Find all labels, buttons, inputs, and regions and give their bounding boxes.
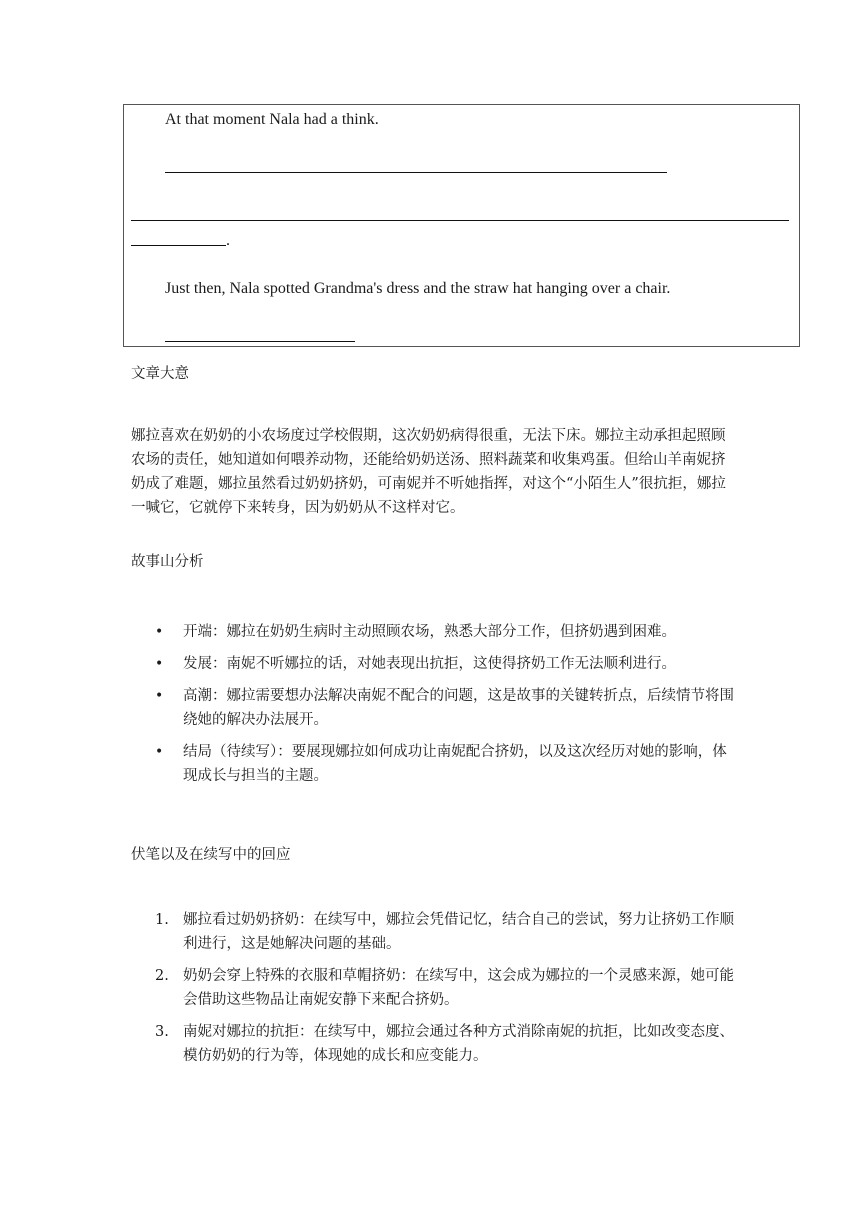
item-text: 娜拉看过奶奶挤奶：在续写中，娜拉会凭借记忆，结合自己的尝试，努力让挤奶工作顺利进行，这是她解决问题的基础。	[183, 912, 734, 952]
foreshadow-list	[155, 908, 735, 1076]
list-item	[155, 908, 735, 956]
list-item: • 开端：娜拉在奶奶生病时主动照顾农场，熟悉大部分工作，但挤奶遇到困难。	[155, 620, 735, 644]
story-analysis-heading: 故事山分析	[131, 554, 204, 570]
answer-blank-line[interactable]	[165, 172, 667, 173]
list-item: • 高潮：娜拉需要想办法解决南妮不配合的问题，这是故事的关键转折点，后续情节将围绕她的解决办法展开。	[155, 684, 735, 732]
summary-paragraph: 娜拉喜欢在奶奶的小农场度过学校假期，这次奶奶病得很重，无法下床。娜拉主动承担起照顾农场的责任，她知道如何喂养动物，还能给奶奶送汤、照料蔬菜和收集鸡蛋。但给山羊南妮挤奶成了难题，娜拉虽然看过奶奶挤奶，可南妮并不听她指挥，对这个“小陌生人”很抗拒，娜拉一喊它，它就停下来转身，因为奶奶从不这样对它。	[131, 428, 726, 516]
blank-end-period: .	[226, 232, 230, 249]
prompt-line-2: Just then, Nala spotted Grandma's dress and the straw hat hanging over a chair.	[165, 280, 671, 297]
item-text: 南妮对娜拉的抗拒：在续写中，娜拉会通过各种方式消除南妮的抗拒，比如改变态度、模仿奶奶的行为等，体现她的成长和应变能力。	[183, 1024, 734, 1064]
answer-blank-line[interactable]	[131, 220, 789, 221]
list-item	[155, 1020, 735, 1068]
item-number: 2.	[155, 968, 169, 984]
item-number: 3.	[155, 1024, 169, 1040]
summary-heading: 文章大意	[131, 366, 189, 382]
answer-blank-line[interactable]	[165, 341, 355, 342]
item-number: 1.	[155, 912, 169, 928]
list-item: • 发展：南妮不听娜拉的话，对她表现出抗拒，这使得挤奶工作无法顺利进行。	[155, 652, 735, 676]
prompt-line-1: At that moment Nala had a think.	[165, 111, 379, 128]
story-analysis-list	[155, 620, 735, 796]
writing-prompt-box	[123, 104, 800, 347]
item-text: 奶奶会穿上特殊的衣服和草帽挤奶：在续写中，这会成为娜拉的一个灵感来源，她可能会借助这些物品让南妮安静下来配合挤奶。	[183, 968, 734, 1008]
list-item: • 结局（待续写）：要展现娜拉如何成功让南妮配合挤奶，以及这次经历对她的影响，体现成长与担当的主题。	[155, 740, 735, 788]
list-item	[155, 964, 735, 1012]
answer-blank-line[interactable]	[131, 245, 226, 246]
foreshadow-heading: 伏笔以及在续写中的回应	[131, 847, 291, 863]
